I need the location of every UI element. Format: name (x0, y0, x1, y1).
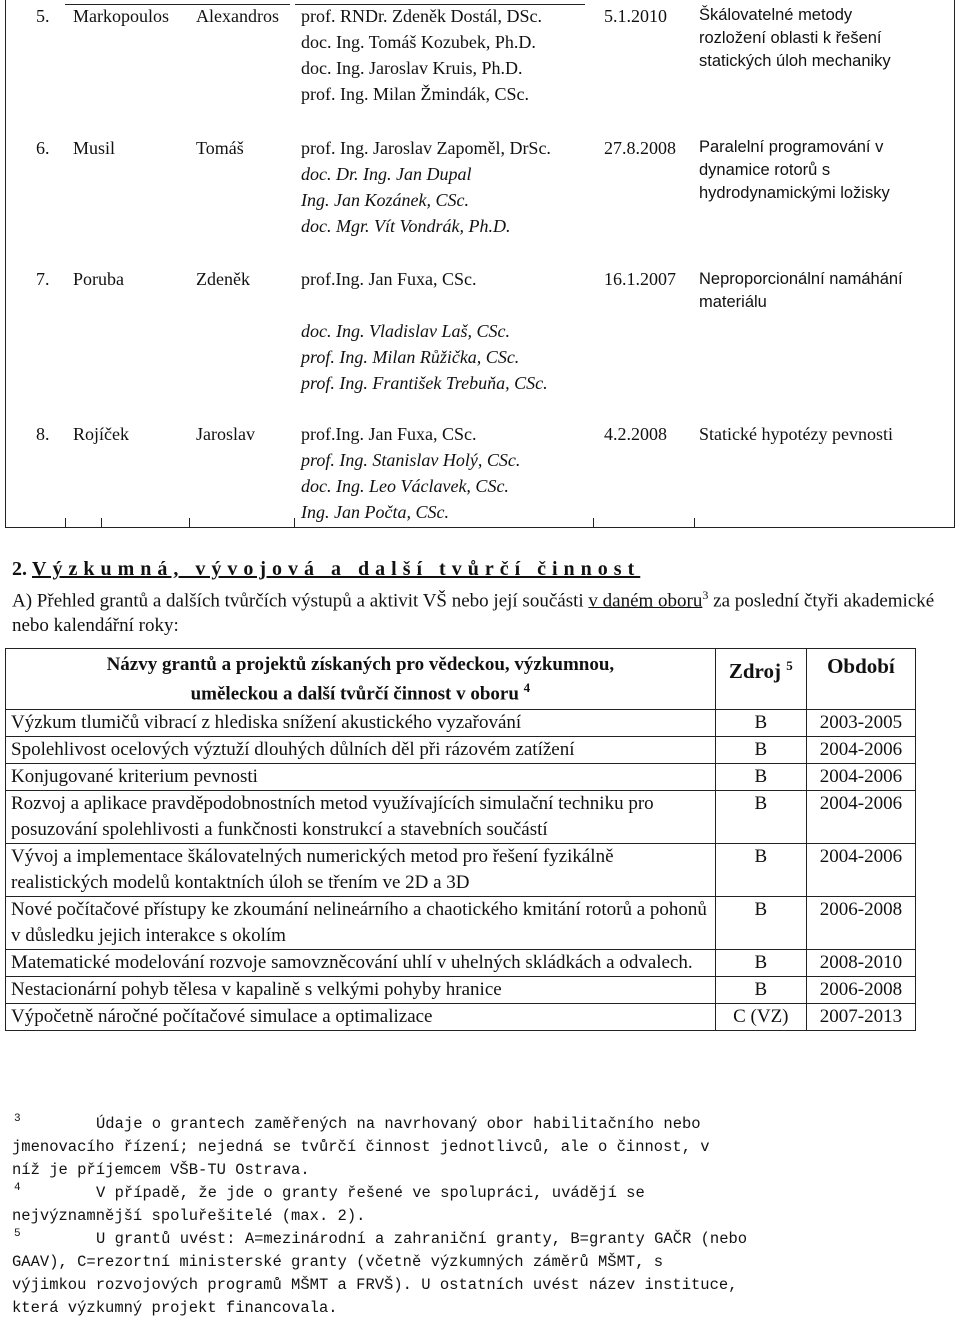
committee-col-divider-5 (593, 518, 594, 528)
committee-col-divider-6 (694, 518, 695, 528)
footnote: 5 U grantů uvést: A=mezinárodní a zahraniční granty, B=granty GAČR (nebo GAAV), C=rezortní ministerské granty (včetně výzkumných záměrů MŠMT, s výjimkou rozvojových programů MŠMT a FRVŠ). U ostatních uvést název instituce, která výzkumný projekt financovala. (12, 1228, 748, 1317)
grant-row (6, 844, 916, 897)
committee-left-border (5, 0, 6, 528)
supervisor: prof. Ing. Milan Růžička, CSc. (301, 347, 520, 367)
grant-source: B (715, 897, 806, 950)
grant-row (6, 950, 916, 977)
grant-row (6, 977, 916, 1004)
row-supervisors (301, 3, 542, 107)
row-firstname: Tomáš (196, 138, 244, 158)
footnotes (12, 1113, 952, 1320)
row-supervisors (301, 135, 551, 239)
row-firstname: Alexandros (196, 6, 279, 26)
supervisor: prof. RNDr. Zdeněk Dostál, DSc. (301, 6, 542, 26)
row-firstname: Zdeněk (196, 269, 250, 289)
section-intro: A) Přehled grantů a dalších tvůrčích výstupů a aktivit VŠ nebo její součásti v daném oboru$^3$ za poslední čtyři akademické nebo kalendářní roky: (12, 588, 935, 637)
grant-name: Spolehlivost ocelových výztuží dlouhých důlních děl při rázovém zatížení (6, 737, 716, 764)
supervisor: prof. Ing. Milan Žmindák, CSc. (301, 84, 529, 104)
row-date: 4.2.2008 (604, 424, 667, 444)
supervisor: prof.Ing. Jan Fuxa, CSc. (301, 269, 477, 289)
grant-period: 2008-2010 (806, 950, 915, 977)
grant-name: Výzkum tlumičů vibrací z hlediska snížení akustického vyzařování (6, 710, 716, 737)
grant-row (6, 791, 916, 844)
grant-row (6, 897, 916, 950)
grant-period: 2003-2005 (806, 710, 915, 737)
row-number: 7. (36, 269, 50, 289)
row-surname: Musil (73, 138, 116, 158)
row-date: 16.1.2007 (604, 269, 676, 289)
row-number: 8. (36, 424, 50, 444)
footnote-ref: 4 (523, 680, 531, 695)
section-heading (12, 558, 640, 581)
grant-source: B (715, 977, 806, 1004)
supervisor: doc. Ing. Jaroslav Kruis, Ph.D. (301, 58, 523, 78)
supervisor: prof.Ing. Jan Fuxa, CSc. (301, 424, 477, 444)
row-surname: Poruba (73, 269, 124, 289)
row-supervisors (301, 421, 520, 525)
section-title: Výzkumná, vývojová a další tvůrčí činnost (32, 558, 641, 580)
grant-name: Matematické modelování rozvoje samovzněcování uhlí v uhelných skládkách a odvalech. (6, 950, 716, 977)
field-link-text: v daném oboru (588, 590, 703, 612)
grant-name: Vývoj a implementace škálovatelných numerických metod pro řešení fyzikálně realistických modelů kontaktních úloh se třením ve 2D a 3D (6, 844, 716, 897)
grant-period: 2004-2006 (806, 844, 915, 897)
committee-bottom-rule (5, 527, 955, 528)
row-surname: Rojíček (73, 424, 129, 444)
supervisor: doc. Ing. Leo Václavek, CSc. (301, 476, 509, 496)
grant-source: B (715, 737, 806, 764)
grant-period: 2004-2006 (806, 737, 915, 764)
footnote: 4 V případě, že jde o granty řešené ve spolupráci, uvádějí se nejvýznamnější spoluřešitelé (max. 2). (12, 1182, 645, 1225)
row-topic: Škálovatelné metody rozložení oblasti k řešení statických úloh mechaniky (699, 6, 891, 70)
grant-source: B (715, 950, 806, 977)
grant-period: 2004-2006 (806, 764, 915, 791)
grant-period: 2006-2008 (806, 897, 915, 950)
footnote-ref: 5 (786, 658, 793, 673)
row-date: 27.8.2008 (604, 138, 676, 158)
footnote: 3 Údaje o grantech zaměřených na navrhovaný obor habilitačního nebo jmenovacího řízení; nejedná se tvůrčí činnost jednotlivců, ale o činnost, v níž je příjemcem VŠB-TU Ostrava. (12, 1113, 710, 1179)
header-grant-names: Názvy grantů a projektů získaných pro vědeckou, výzkumnou, uměleckou a další tvůrčí činnost v oboru $^4$ (6, 649, 716, 710)
grant-row (6, 764, 916, 791)
footnote-number: 3 (14, 1113, 21, 1125)
grant-source: B (715, 791, 806, 844)
committee-col-divider-3 (189, 518, 190, 528)
grants-header-row (6, 649, 916, 710)
grant-source: B (715, 764, 806, 791)
supervisor: prof. Ing. Stanislav Holý, CSc. (301, 450, 521, 470)
committee-col-divider-2 (101, 518, 102, 528)
footnote-number: 5 (14, 1228, 21, 1240)
committee-col-divider-1 (65, 518, 66, 528)
row-topic: Statické hypotézy pevnosti (699, 424, 893, 444)
grants-body (6, 710, 916, 1031)
supervisor: doc. Mgr. Vít Vondrák, Ph.D. (301, 216, 511, 236)
grant-name: Nové počítačové přístupy ke zkoumání nelineárního a chaotického kmitání rotorů a pohonů v důsledku jejich interakce s okolím (6, 897, 716, 950)
row-firstname: Jaroslav (196, 424, 255, 444)
supervisor: doc. Ing. Tomáš Kozubek, Ph.D. (301, 32, 536, 52)
header-source: Zdroj $^5$ (715, 649, 806, 710)
grant-name: Konjugované kriterium pevnosti (6, 764, 716, 791)
footnote-ref: 3 (702, 588, 709, 602)
section-number: 2. (12, 558, 27, 580)
grant-row (6, 1004, 916, 1031)
grant-period: 2006-2008 (806, 977, 915, 1004)
committee-right-border (954, 0, 955, 528)
grants-table (5, 648, 916, 1031)
grant-name: Výpočetně náročné počítačové simulace a optimalizace (6, 1004, 716, 1031)
committee-col-divider-4 (294, 518, 295, 528)
supervisor: doc. Ing. Vladislav Laš, CSc. (301, 321, 510, 341)
supervisor: prof. Ing. František Trebuňa, CSc. (301, 373, 548, 393)
row-topic: Paralelní programování v dynamice rotorů s hydrodynamickými ložisky (699, 138, 890, 202)
supervisor: Ing. Jan Kozánek, CSc. (301, 190, 469, 210)
grant-row (6, 737, 916, 764)
grant-source: C (VZ) (715, 1004, 806, 1031)
supervisor: Ing. Jan Počta, CSc. (301, 502, 449, 522)
grant-period: 2007-2013 (806, 1004, 915, 1031)
grant-source: B (715, 710, 806, 737)
row-surname: Markopoulos (73, 6, 169, 26)
row-date: 5.1.2010 (604, 6, 667, 26)
row-topic: Neproporcionální namáhání materiálu (699, 270, 903, 311)
row-number: 6. (36, 138, 50, 158)
supervisor: prof. Ing. Jaroslav Zapoměl, DrSc. (301, 138, 551, 158)
row-supervisors (301, 266, 548, 396)
grant-name: Nestacionární pohyb tělesa v kapalině s velkými pohyby hranice (6, 977, 716, 1004)
grant-source: B (715, 844, 806, 897)
header-period: Období (806, 649, 915, 710)
row-number: 5. (36, 6, 50, 26)
grant-period: 2004-2006 (806, 791, 915, 844)
grant-name: Rozvoj a aplikace pravděpodobnostních metod využívajících simulační techniku pro posuzování spolehlivosti a funkčnosti konstrukcí a stavebních součástí (6, 791, 716, 844)
footnote-number: 4 (14, 1182, 21, 1194)
supervisor: doc. Dr. Ing. Jan Dupal (301, 164, 472, 184)
grant-row (6, 710, 916, 737)
